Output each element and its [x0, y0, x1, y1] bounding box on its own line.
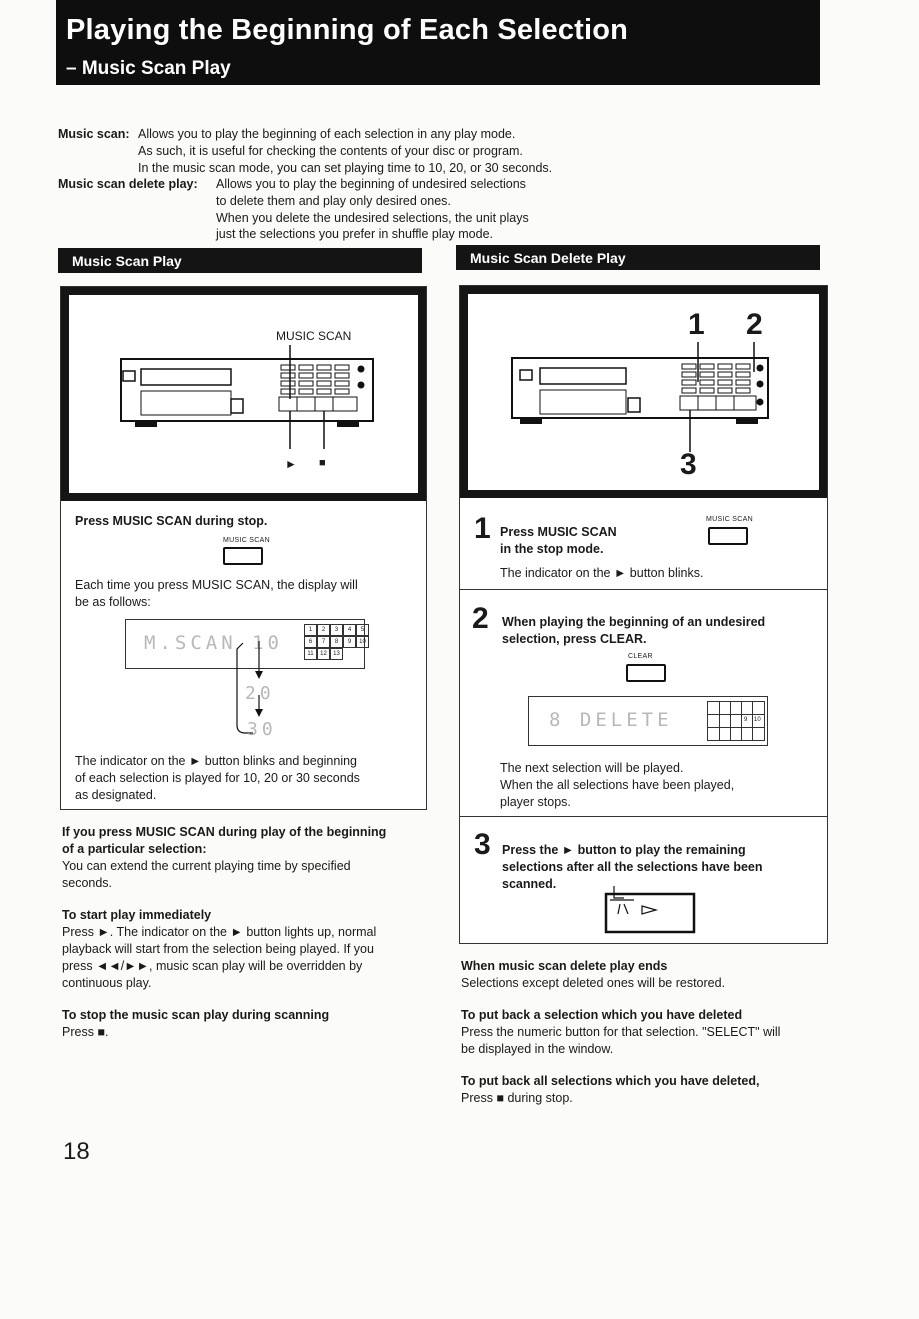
- clear-button-caption: CLEAR: [628, 653, 653, 660]
- grid-cell: 2: [317, 624, 330, 636]
- note-heading: If you press MUSIC SCAN during play of the beginning: [62, 825, 387, 839]
- grid-cell: 7: [317, 636, 330, 648]
- note-body: Selections except deleted ones will be restored.: [461, 976, 726, 990]
- note-heading: To put back all selections which you have deleted,: [461, 1074, 760, 1088]
- music-scan-def-1: Allows you to play the beginning of each selection in any play mode.: [138, 127, 516, 141]
- step-2-heading: When playing the beginning of an undesired: [502, 615, 766, 629]
- delete-term: Music scan delete play:: [58, 177, 198, 191]
- divider: [460, 816, 827, 817]
- result-line-1: The indicator on the ► button blinks and beginning: [75, 754, 358, 768]
- step-2-body: player stops.: [500, 795, 571, 809]
- grid-cell: 1: [304, 624, 317, 636]
- delete-display-window: [528, 696, 768, 746]
- music-scan-button-caption: MUSIC SCAN: [223, 537, 270, 544]
- music-scan-button-icon: [223, 547, 263, 565]
- callout-2: 2: [746, 308, 763, 341]
- cd-player-drawing: [61, 287, 426, 501]
- clear-button-icon: [626, 664, 666, 682]
- page-title: Playing the Beginning of Each Selection: [66, 14, 629, 46]
- note-heading: To put back a selection which you have deleted: [461, 1008, 743, 1022]
- right-notes: [461, 958, 831, 1107]
- left-notes: [62, 824, 427, 1041]
- note-body: playback will start from the selection being played. If you: [62, 942, 374, 956]
- result-line-3: as designated.: [75, 788, 157, 802]
- grid-cell: 13: [330, 648, 343, 660]
- grid-cell: 9: [343, 636, 356, 648]
- music-scan-term: Music scan:: [58, 127, 130, 141]
- track-grid: [304, 624, 369, 660]
- track-grid: [707, 701, 765, 741]
- step-3-number: 3: [474, 828, 491, 861]
- note-heading: To start play immediately: [62, 908, 212, 922]
- play-button-illustration: [594, 884, 698, 936]
- grid-cell: 9: [744, 717, 748, 723]
- note-body: press ◄◄/►►, music scan play will be overridden by: [62, 959, 363, 973]
- step-3-heading: Press the ► button to play the remaining: [502, 843, 746, 857]
- section-bar-music-scan-play: [58, 248, 422, 273]
- step-1-number: 1: [474, 512, 491, 545]
- instruction-heading: Press MUSIC SCAN during stop.: [75, 514, 268, 528]
- display-intro-1: Each time you press MUSIC SCAN, the display will: [75, 578, 358, 592]
- display-30: 30: [247, 719, 277, 740]
- display-main-text: M.SCAN 10: [144, 632, 283, 654]
- callout-3: 3: [680, 448, 697, 481]
- grid-cell: 11: [304, 648, 317, 660]
- cd-player-illustration: [460, 286, 827, 498]
- callout-stop-icon: ■: [319, 457, 326, 469]
- intro-definitions: [58, 126, 758, 243]
- music-scan-def-2: As such, it is useful for checking the contents of your disc or program.: [138, 144, 523, 158]
- grid-cell: 10: [754, 717, 761, 723]
- result-line-2: of each selection is played for 10, 20 or 30 seconds: [75, 771, 360, 785]
- note-body: be displayed in the window.: [461, 1042, 614, 1056]
- step-3-heading: scanned.: [502, 877, 557, 891]
- note-heading: of a particular selection:: [62, 842, 207, 856]
- grid-cell: 5: [356, 624, 369, 636]
- step-1-heading: in the stop mode.: [500, 542, 604, 556]
- delete-def-4: just the selections you prefer in shuffle play mode.: [216, 227, 494, 241]
- delete-def-1: Allows you to play the beginning of undesired selections: [216, 177, 526, 191]
- section-bar-music-scan-delete-play: [456, 245, 820, 270]
- step-2-body: The next selection will be played.: [500, 761, 684, 775]
- note-body: Press ■.: [62, 1025, 109, 1039]
- delete-def-3: When you delete the undesired selections, the unit plays: [216, 210, 529, 225]
- section-title: Music Scan Play: [72, 253, 182, 269]
- step-2-number: 2: [472, 602, 489, 635]
- step-3-heading: selections after all the selections have been: [502, 860, 763, 874]
- section-title: Music Scan Delete Play: [470, 250, 626, 266]
- divider: [460, 589, 827, 590]
- grid-cell: 3: [330, 624, 343, 636]
- music-scan-def-3: In the music scan mode, you can set playing time to 10, 20, or 30 seconds.: [138, 160, 553, 175]
- page-subtitle: – Music Scan Play: [66, 58, 231, 79]
- page-header: [56, 0, 820, 85]
- grid-cell: 12: [317, 648, 330, 660]
- music-scan-delete-play-panel: [459, 285, 828, 944]
- music-scan-play-panel: [60, 286, 427, 810]
- delete-def-2: to delete them and play only desired ones.: [216, 194, 451, 208]
- note-body: seconds.: [62, 876, 113, 890]
- page-number: 18: [63, 1138, 90, 1165]
- display-intro-2: be as follows:: [75, 595, 151, 609]
- note-heading: To stop the music scan play during scanning: [62, 1008, 330, 1022]
- grid-cell: 10: [356, 636, 369, 648]
- music-scan-button-icon: [708, 527, 748, 545]
- note-body: Press ►. The indicator on the ► button lights up, normal: [62, 925, 377, 939]
- music-scan-button-caption: MUSIC SCAN: [706, 516, 753, 523]
- note-heading: When music scan delete play ends: [461, 959, 668, 973]
- grid-cell: 8: [330, 636, 343, 648]
- delete-display-text: 8 DELETE: [549, 709, 673, 731]
- note-body: Press ■ during stop.: [461, 1091, 573, 1105]
- callout-1: 1: [688, 308, 705, 341]
- cd-player-illustration: [61, 287, 426, 501]
- step-1-body: The indicator on the ► button blinks.: [500, 566, 704, 580]
- note-body: You can extend the current playing time by specified: [62, 859, 351, 873]
- callout-play-icon: ►: [285, 457, 297, 471]
- note-body: continuous play.: [62, 976, 152, 990]
- cd-player-drawing: [460, 286, 827, 498]
- step-2-body: When the all selections have been played,: [500, 778, 735, 792]
- display-20: 20: [245, 683, 275, 704]
- grid-cell: 4: [343, 624, 356, 636]
- grid-cell: 6: [304, 636, 317, 648]
- callout-music-scan: MUSIC SCAN: [276, 329, 352, 343]
- step-2-heading: selection, press CLEAR.: [502, 632, 647, 646]
- step-1-heading: Press MUSIC SCAN: [500, 525, 617, 539]
- note-body: Press the numeric button for that selection. "SELECT" will: [461, 1025, 781, 1039]
